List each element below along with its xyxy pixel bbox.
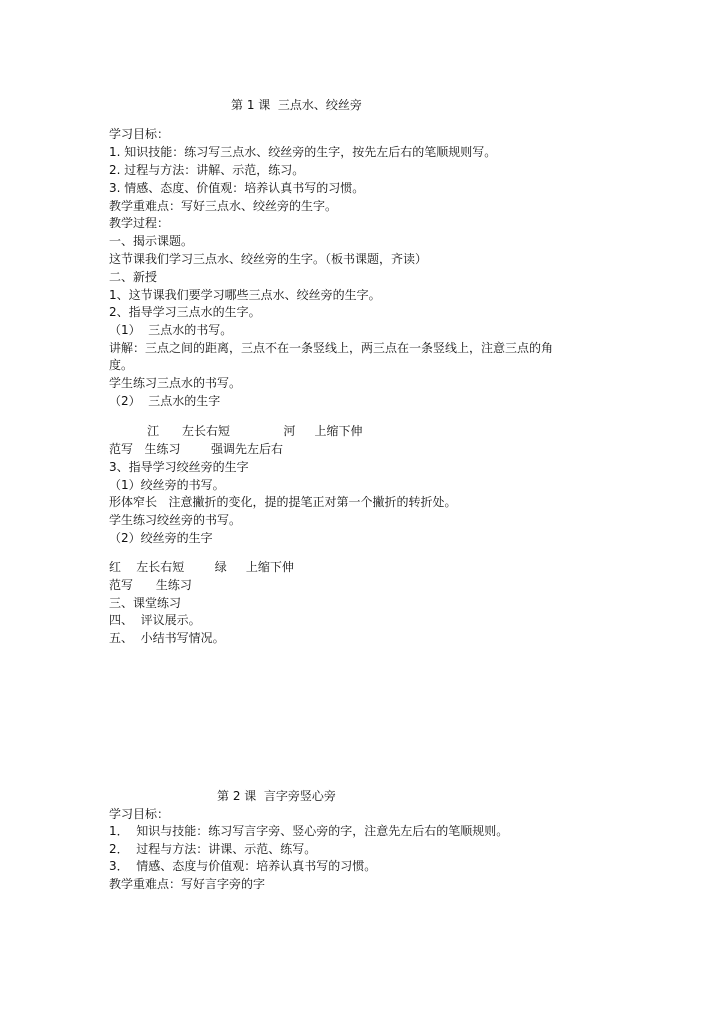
- lesson-1-line: 二、新授: [109, 270, 158, 284]
- lesson-1-line: 2. 过程与方法：讲解、示范，练习。: [109, 163, 305, 177]
- lesson-1-line: （2） 三点水的生字: [109, 394, 221, 408]
- lesson-1-line: 度。: [109, 358, 134, 372]
- lesson-1-line: 3. 情感、态度、价值观：培养认真书写的习惯。: [109, 181, 365, 195]
- lesson-1-line: 四、 评议展示。: [109, 613, 201, 627]
- lesson-1-line: 形体窄长 注意撇折的变化，提的提笔正对第一个撇折的转折处。: [109, 495, 457, 509]
- lesson-1-line: 2、指导学习三点水的生字。: [109, 305, 261, 319]
- lesson-2-title: 第 2 课 言字旁竖心旁: [217, 789, 336, 803]
- lesson-2-line: 2． 过程与方法：讲课、示范、练写。: [109, 842, 317, 856]
- lesson-1-line: 红 左长右短 绿 上缩下伸: [109, 560, 294, 574]
- lesson-1-line: （2）绞丝旁的生字: [109, 531, 213, 545]
- lesson-1-line: 讲解：三点之间的距离，三点不在一条竖线上，两三点在一条竖线上，注意三点的角: [109, 341, 554, 355]
- lesson-1-line: 学生练习绞丝旁的书写。: [109, 513, 242, 527]
- lesson-2-line: 1． 知识与技能：练习写言字旁、竖心旁的字，注意先左后右的笔顺规则。: [109, 824, 509, 838]
- lesson-2-line: 学习目标：: [109, 807, 170, 821]
- lesson-1-line: 1、这节课我们要学习哪些三点水、绞丝旁的生字。: [109, 288, 381, 302]
- lesson-1-line: 学习目标：: [109, 127, 170, 141]
- lesson-2-line: 教学重难点：写好言字旁的字: [109, 877, 266, 891]
- lesson-1-line: 范写 生练习: [109, 578, 192, 592]
- lesson-1-line: 1. 知识技能：练习写三点水、绞丝旁的生字，按先左后右的笔顺规则写。: [109, 145, 497, 159]
- lesson-1-line: （1）绞丝旁的书写。: [109, 478, 225, 492]
- lesson-1-line: 五、 小结书写情况。: [109, 631, 225, 645]
- lesson-1-line: 教学重难点：写好三点水、绞丝旁的生字。: [109, 199, 338, 213]
- lesson-1-line: 一、揭示课题。: [109, 234, 194, 248]
- lesson-1-line: 学生练习三点水的书写。: [109, 376, 242, 390]
- lesson-1-title: 第 1 课 三点水、绞丝旁: [231, 98, 362, 112]
- lesson-2-line: 3． 情感、态度与价值观：培养认真书写的习惯。: [109, 859, 377, 873]
- lesson-1-line: 范写 生练习 强调先左后右: [109, 442, 283, 456]
- lesson-1-line: 3、指导学习绞丝旁的生字: [109, 460, 249, 474]
- lesson-1-line: 教学过程：: [109, 216, 170, 230]
- lesson-1-line: （1） 三点水的书写。: [109, 323, 233, 337]
- lesson-1-line: 江 左长右短 河 上缩下伸: [109, 424, 363, 438]
- lesson-1-line: 三、课堂练习: [109, 596, 182, 610]
- lesson-1-line: 这节课我们学习三点水、绞丝旁的生字。（板书课题，齐读）: [109, 252, 428, 266]
